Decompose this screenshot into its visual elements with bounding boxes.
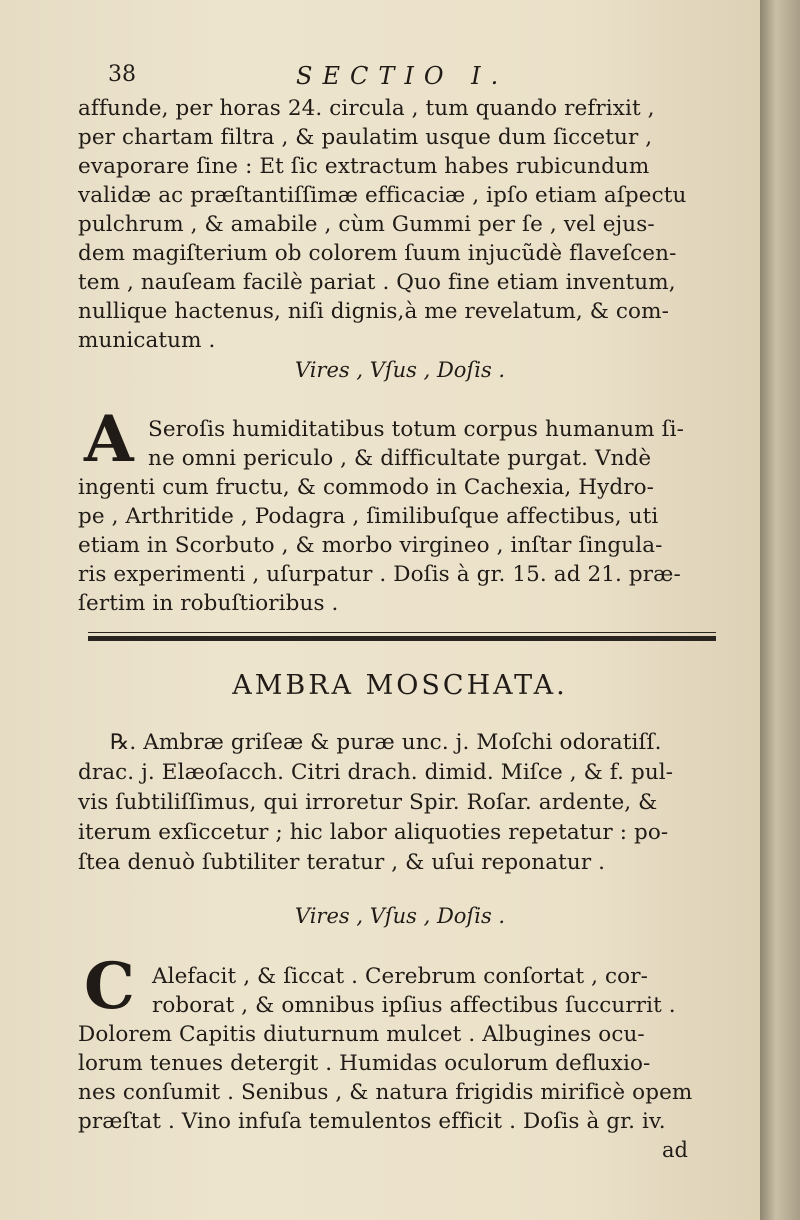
text-line: nullique hactenus, niſi dignis,à me revelatum, & com- [78, 299, 669, 324]
page-number: 38 [108, 62, 136, 87]
text-line: nes conſumit . Senibus , & natura frigidis mirificè opem [78, 1080, 693, 1105]
text-line: ℞. Ambræ griſeæ & puræ unc. j. Moſchi odoratiſſ. [110, 730, 662, 755]
text-line: ris experimenti , uſurpatur . Doſis à gr. 15. ad 21. præ- [78, 562, 681, 587]
drop-cap: A [84, 402, 134, 477]
subheading-vires: Vires , Vſus , Doſis . [294, 358, 506, 382]
text-line: ſertim in robuſtioribus . [78, 591, 339, 616]
text-line: tem , nauſeam facilè pariat . Quo fine etiam inventum, [78, 270, 676, 295]
catchword: ad [662, 1138, 688, 1162]
text-line: iterum exſiccetur ; hic labor aliquoties repetatur : po- [78, 820, 669, 845]
text-line: Alefacit , & ſiccat . Cerebrum conſortat , cor- [152, 964, 648, 989]
divider-thick [88, 636, 716, 641]
text-line: roborat , & omnibus ipſius affectibus ſuccurrit . [152, 993, 676, 1018]
text-line: validæ ac præſtantiſſimæ efficaciæ , ipſo etiam aſpectu [78, 183, 687, 208]
text-line: Dolorem Capitis diuturnum mulcet . Albugines ocu- [78, 1022, 645, 1047]
text-line: lorum tenues detergit . Humidas oculorum defluxio- [78, 1051, 651, 1076]
text-line: per chartam filtra , & paulatim usque dum ſiccetur , [78, 125, 653, 150]
divider-thin [88, 632, 716, 633]
text-line: ne omni periculo , & difficultate purgat. Vndè [148, 446, 652, 471]
text-line: etiam in Scorbuto , & morbo virgineo , inſtar ſingula- [78, 533, 663, 558]
drop-cap: C [84, 949, 135, 1024]
text-line: pe , Arthritide , Podagra , ſimilibuſque affectibus, uti [78, 504, 659, 529]
page-edge [760, 0, 800, 1220]
text-line: affunde, per horas 24. circula , tum quando refrixit , [78, 96, 655, 121]
text-line: ingenti cum fructu, & commodo in Cachexia, Hydro- [78, 475, 654, 500]
text-line: municatum . [78, 328, 216, 353]
text-line: pulchrum , & amabile , cùm Gummi per ſe , vel ejus- [78, 212, 655, 237]
text-line: evaporare ſine : Et ſic extractum habes rubicundum [78, 154, 650, 179]
text-line: drac. j. Elæoſacch. Citri drach. dimid. Miſce , & f. pul- [78, 760, 674, 785]
section-title: AMBRA MOSCHATA. [232, 670, 568, 701]
page-header [108, 62, 528, 96]
subheading-vires-2: Vires , Vſus , Doſis . [294, 904, 506, 928]
text-line: Seroſis humiditatibus totum corpus humanum ſi- [148, 417, 684, 442]
text-line: ſtea denuò ſubtiliter teratur , & uſui reponatur . [78, 850, 606, 875]
text-line: dem magiſterium ob colorem ſuum injucũdè flaveſcen- [78, 241, 677, 266]
running-title: SECTIO I. [296, 62, 509, 90]
text-line: vis ſubtiliſſimus, qui irroretur Spir. Roſar. ardente, & [78, 790, 658, 815]
text-line: præſtat . Vino infuſa temulentos efficit . Doſis à gr. iv. [78, 1109, 666, 1134]
